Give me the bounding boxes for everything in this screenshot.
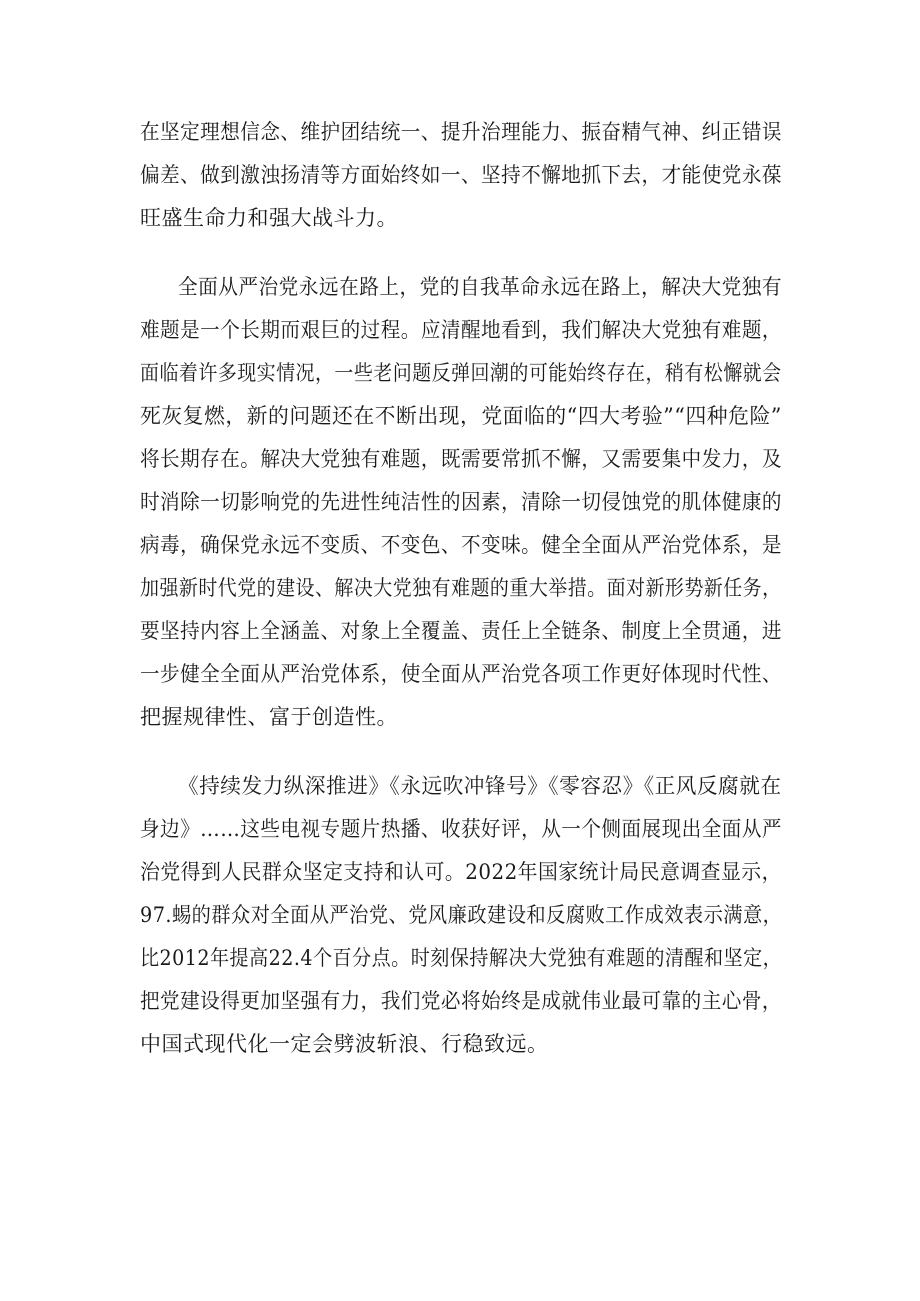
paragraph-2-line-4: 死灰复燃，新的问题还在不断出现，党面临的“四大考验”“四种危险” — [140, 404, 782, 428]
paragraph-3-line-7: 中国式现代化一定会劈波斩浪、行稳致远。 — [140, 1032, 549, 1056]
paragraph-3-line-2: 身边》……这些电视专题片热播、收获好评，从一个侧面展现出全面从严 — [140, 817, 782, 841]
paragraph-2-line-2: 难题是一个长期而艰巨的过程。应清醒地看到，我们解决大党独有难题， — [140, 318, 782, 342]
paragraph-2-line-10: 一步健全全面从严治党体系，使全面从严治党各项工作更好体现时代性、 — [140, 662, 782, 686]
paragraph-1-line-2: 偏差、做到激浊扬清等方面始终如一、坚持不懈地抓下去，才能使党永葆 — [140, 163, 782, 187]
paragraph-2-line-11: 把握规律性、富于创造性。 — [140, 705, 398, 729]
paragraph-2-line-7: 病毒，确保党永远不变质、不变色、不变味。健全全面从严治党体系，是 — [140, 533, 782, 557]
paragraph-3-line-1: 《持续发力纵深推进》《永远吹冲锋号》《零容忍》《正风反腐就在 — [178, 774, 782, 798]
paragraph-3-line-4: 97.蜴的群众对全面从严治党、党风廉政建设和反腐败工作成效表示满意， — [140, 903, 783, 927]
paragraph-2-line-3: 面临着许多现实情况，一些老问题反弹回潮的可能始终存在，稍有松懈就会 — [140, 361, 782, 385]
paragraph-2-line-9: 要坚持内容上全涵盖、对象上全覆盖、责任上全链条、制度上全贯通，进 — [140, 619, 782, 643]
paragraph-3-line-6: 把党建设得更加坚强有力，我们党必将始终是成就伟业最可靠的主心骨， — [140, 989, 782, 1013]
paragraph-2-line-1: 全面从严治党永远在路上，党的自我革命永远在路上，解决大党独有 — [178, 275, 782, 299]
paragraph-1-line-1: 在坚定理想信念、维护团结统一、提升治理能力、振奋精气神、纠正错误 — [140, 120, 782, 144]
paragraph-2-line-5: 将长期存在。解决大党独有难题，既需要常抓不懈，又需要集中发力，及 — [140, 447, 782, 471]
paragraph-2-line-6: 时消除一切影响党的先进性纯洁性的因素，清除一切侵蚀党的肌体健康的 — [140, 490, 782, 514]
paragraph-3-line-3: 治党得到人民群众坚定支持和认可。2022年国家统计局民意调查显示， — [140, 860, 782, 884]
paragraph-1-line-3: 旺盛生命力和强大战斗力。 — [140, 206, 398, 230]
paragraph-3-line-5: 比2012年提高22.4个百分点。时刻保持解决大党独有难题的清醒和坚定， — [140, 946, 783, 970]
paragraph-2-line-8: 加强新时代党的建设、解决大党独有难题的重大举措。面对新形势新任务， — [140, 576, 782, 600]
